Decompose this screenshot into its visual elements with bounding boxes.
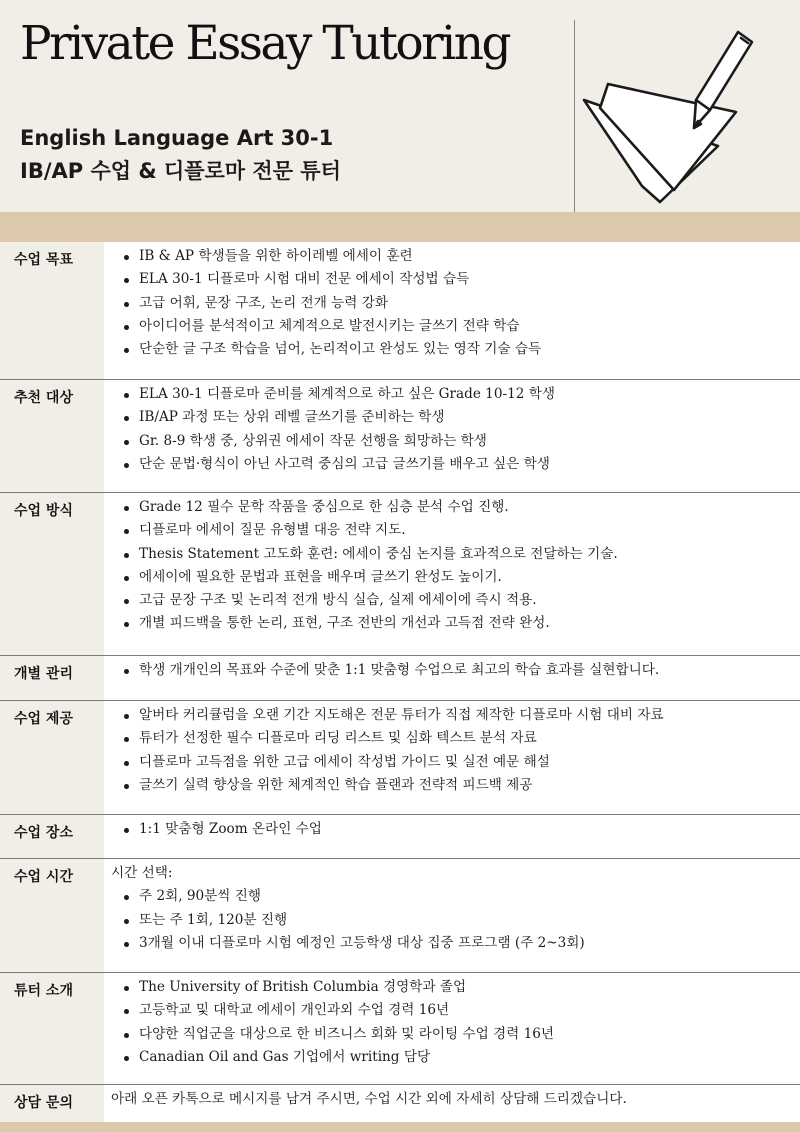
list-item: Thesis Statement 고도화 훈련: 에세이 중심 논지를 효과적으로 전달하는 기술.: [104, 543, 792, 566]
list-item: 3개월 이내 디플로마 시험 예정인 고등학생 대상 집중 프로그램 (주 2~3회): [104, 932, 792, 955]
list-item: 또는 주 1회, 120분 진행: [104, 909, 792, 932]
subtitle-line-2: IB/AP 수업 & 디플로마 전문 튜터: [20, 159, 341, 183]
list-item: The University of British Columbia 경영학과 졸업: [104, 976, 792, 999]
contact-text: 아래 오픈 카톡으로 메시지를 남겨 주시면, 수업 시간 외에 자세히 상담해 드리겠습니다.: [111, 1091, 627, 1107]
section-label: 추천 대상: [14, 390, 73, 406]
section-content: [104, 245, 792, 361]
list-item: 개별 피드백을 통한 논리, 표현, 구조 전반의 개선과 고득점 전략 완성.: [104, 612, 792, 635]
list-item: IB & AP 학생들을 위한 하이레벨 에세이 훈련: [104, 245, 792, 268]
section-content: [104, 862, 792, 955]
list-item: 고급 문장 구조 및 논리적 전개 방식 실습, 실제 에세이에 즉시 적용.: [104, 589, 792, 612]
list-item: 1:1 맞춤형 Zoom 온라인 수업: [104, 818, 792, 841]
section-label: 수업 방식: [14, 503, 73, 519]
list-item: 단순 문법·형식이 아닌 사고력 중심의 고급 글쓰기를 배우고 싶은 학생: [104, 453, 792, 476]
list-item: ELA 30-1 디플로마 준비를 체계적으로 하고 싶은 Grade 10-12 학생: [104, 383, 792, 406]
illustration: [578, 18, 778, 214]
section-tutor: [0, 973, 800, 1085]
section-content: [104, 976, 792, 1069]
section-goals: [0, 242, 800, 380]
list-item: Gr. 8-9 학생 중, 상위권 에세이 작문 선행을 희망하는 학생: [104, 430, 792, 453]
header-divider: [574, 20, 575, 212]
subtitle-line-1: English Language Art 30-1: [20, 126, 334, 150]
bottom-band: [0, 1122, 800, 1132]
page-title: Private Essay Tutoring: [20, 16, 510, 71]
list-item: 알버타 커리큘럼을 오랜 기간 지도해온 전문 튜터가 직접 제작한 디플로마 시험 대비 자료: [104, 704, 792, 727]
section-label: 수업 장소: [14, 825, 73, 841]
section-contact: [0, 1085, 800, 1122]
list-item: 고급 어휘, 문장 구조, 논리 전개 능력 강화: [104, 292, 792, 315]
list-item: Grade 12 필수 문학 작품을 중심으로 한 심층 분석 수업 진행.: [104, 496, 792, 519]
list-item: 아이디어를 분석적이고 체계적으로 발전시키는 글쓰기 전략 학습: [104, 315, 792, 338]
section-care: [0, 656, 800, 701]
list-item: ELA 30-1 디플로마 시험 대비 전문 에세이 작성법 습득: [104, 268, 792, 291]
list-item: IB/AP 과정 또는 상위 레벨 글쓰기를 준비하는 학생: [104, 406, 792, 429]
section-label: 수업 제공: [14, 711, 73, 727]
section-content: [104, 496, 792, 636]
section-label: 수업 시간: [14, 869, 73, 885]
section-materials: [0, 701, 800, 815]
list-item: 에세이에 필요한 문법과 표현을 배우며 글쓰기 완성도 높이기.: [104, 566, 792, 589]
section-label: 튜터 소개: [14, 983, 73, 999]
list-item: 글쓰기 실력 향상을 위한 체계적인 학습 플랜과 전략적 피드백 제공: [104, 774, 792, 797]
list-item: 튜터가 선정한 필수 디플로마 리딩 리스트 및 심화 텍스트 분석 자료: [104, 727, 792, 750]
section-content: [104, 1088, 792, 1111]
section-label: 상담 문의: [14, 1095, 73, 1111]
section-target: [0, 380, 800, 493]
schedule-intro: 시간 선택:: [111, 865, 173, 881]
section-method: [0, 493, 800, 656]
section-schedule: [0, 859, 800, 973]
section-location: [0, 815, 800, 859]
list-item: 학생 개개인의 목표와 수준에 맞춘 1:1 맞춤형 수업으로 최고의 학습 효과를 실현합니다.: [104, 659, 792, 682]
section-label: 개별 관리: [14, 666, 73, 682]
list-item: Canadian Oil and Gas 기업에서 writing 담당: [104, 1046, 792, 1069]
section-content: [104, 659, 792, 682]
subtitle: [20, 122, 341, 188]
section-content: [104, 818, 792, 841]
section-content: [104, 383, 792, 476]
section-label: 수업 목표: [14, 252, 73, 268]
list-item: 고등학교 및 대학교 에세이 개인과외 수업 경력 16년: [104, 999, 792, 1022]
list-item: 디플로마 고득점을 위한 고급 에세이 작성법 가이드 및 실전 예문 해설: [104, 751, 792, 774]
list-item: 주 2회, 90분씩 진행: [104, 885, 792, 908]
list-item: 다양한 직업군을 대상으로 한 비즈니스 회화 및 라이팅 수업 경력 16년: [104, 1023, 792, 1046]
list-item: 디플로마 에세이 질문 유형별 대응 전략 지도.: [104, 519, 792, 542]
header: [0, 0, 800, 212]
list-item: 단순한 글 구조 학습을 넘어, 논리적이고 완성도 있는 영작 기술 습득: [104, 338, 792, 361]
accent-band: [0, 212, 800, 242]
section-content: [104, 704, 792, 797]
